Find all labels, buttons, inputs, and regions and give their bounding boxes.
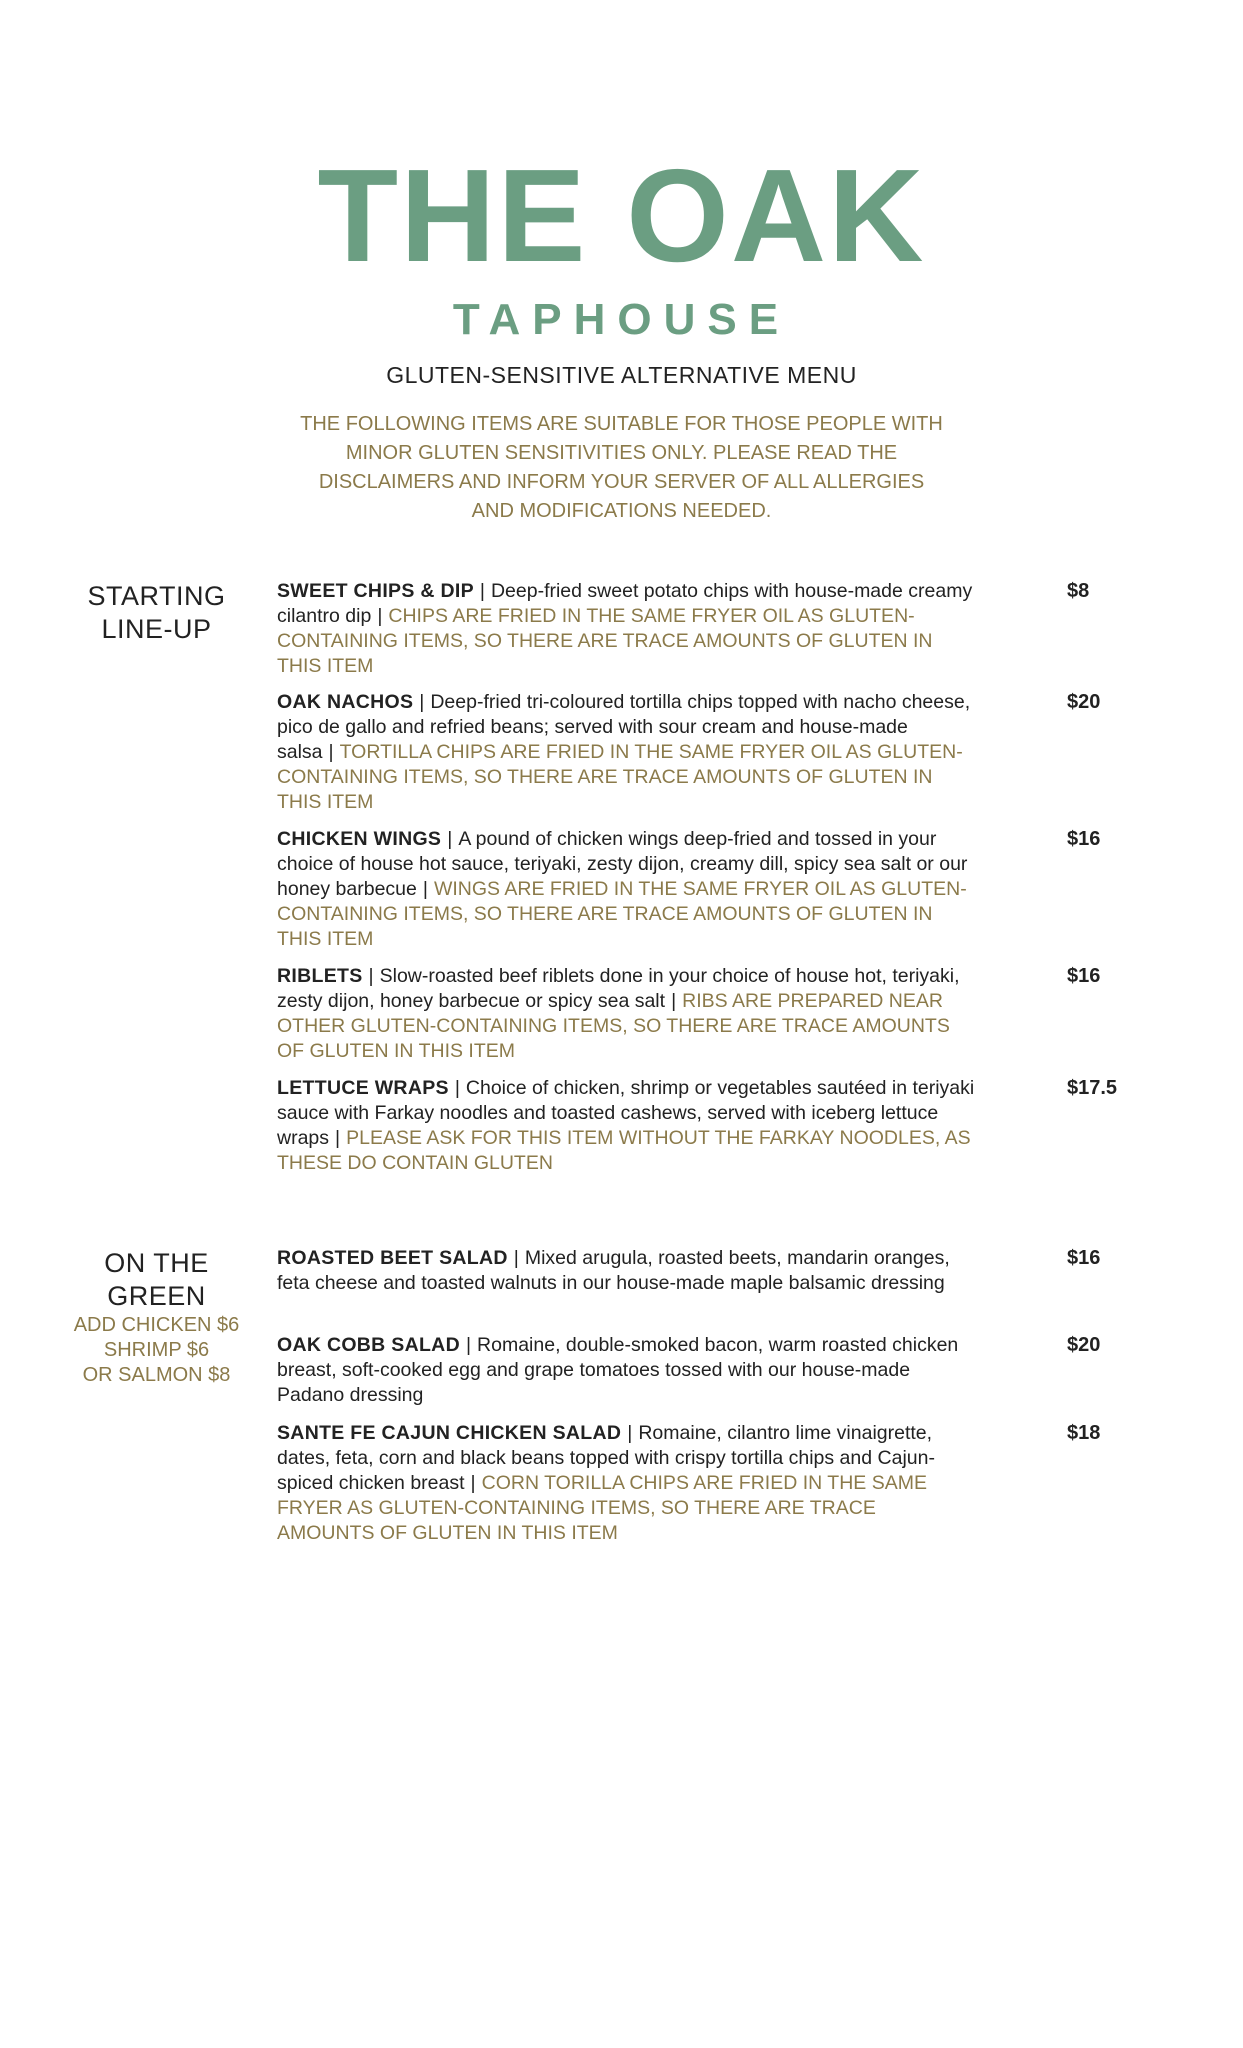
section-label-starting-line-up — [60, 580, 253, 646]
menu-item-gluten-note: WINGS ARE FRIED IN THE SAME FRYER OIL AS GLUTEN-CONTAINING ITEMS, SO THERE ARE TRACE AMOUNTS OF GLUTEN IN THIS ITEM — [277, 878, 967, 950]
menu-item-price: $17.5 — [1067, 1077, 1118, 1099]
menu-item: SANTE FE CAJUN CHICKEN SALAD | Romaine, cilantro lime vinaigrette, dates, feta, corn and black beans topped with crispy tortilla chips and Cajun-spiced chicken breast | CORN TORILLA CHIPS ARE FRIED IN THE SAME FRYER AS GLUTEN-CONTAINING ITEMS, SO THERE ARE TRACE AMOUNTS OF GLUTEN IN THIS ITEM — [277, 1422, 935, 1544]
menu-item-description: A pound of chicken wings deep-fried and tossed in your choice of house hot sauce, teriyaki, zesty dijon, creamy dill, spicy sea salt or our honey barbecue — [277, 828, 968, 900]
menu-item-gluten-note: PLEASE ASK FOR THIS ITEM WITHOUT THE FARKAY NOODLES, AS THESE DO CONTAIN GLUTEN — [277, 1127, 971, 1174]
menu-item-price: $8 — [1067, 580, 1090, 602]
menu-item-price: $20 — [1067, 1334, 1101, 1356]
menu-item: OAK COBB SALAD | Romaine, double-smoked bacon, warm roasted chicken breast, soft-cooked egg and grape tomatoes tossed with our house-made Padano dressing — [277, 1334, 959, 1406]
menu-item: CHICKEN WINGS | A pound of chicken wings deep-fried and tossed in your choice of house hot sauce, teriyaki, zesty dijon, creamy dill, spicy sea salt or our honey barbecue | WINGS ARE FRIED IN THE SAME FRYER OIL AS GLUTEN-CONTAINING ITEMS, SO THERE ARE TRACE AMOUNTS OF GLUTEN IN THIS ITEM — [277, 828, 968, 950]
menu-item-description: Deep-fried sweet potato chips with house-made creamy cilantro dip — [277, 580, 973, 627]
section-label-line: STARTING — [87, 581, 226, 611]
menu-item-name: OAK COBB SALAD — [277, 1334, 460, 1356]
menu-item-name: CHICKEN WINGS — [277, 828, 442, 850]
menu-item-price: $18 — [1067, 1422, 1101, 1444]
menu-item-gluten-note: CORN TORILLA CHIPS ARE FRIED IN THE SAME FRYER AS GLUTEN-CONTAINING ITEMS, SO THERE ARE TRACE AMOUNTS OF GLUTEN IN THIS ITEM — [277, 1472, 927, 1544]
menu-item-name: RIBLETS — [277, 965, 363, 987]
menu-item-gluten-note: RIBS ARE PREPARED NEAR OTHER GLUTEN-CONTAINING ITEMS, SO THERE ARE TRACE AMOUNTS OF GLUTEN IN THIS ITEM — [277, 990, 950, 1062]
add-protein-note: OR SALMON $8 — [82, 1364, 231, 1386]
menu-item: LETTUCE WRAPS | Choice of chicken, shrimp or vegetables sautéed in teriyaki sauce with Farkay noodles and toasted cashews, served with iceberg lettuce wraps | PLEASE ASK FOR THIS ITEM WITHOUT THE FARKAY NOODLES, AS THESE DO CONTAIN GLUTEN — [277, 1077, 975, 1174]
restaurant-logo-subtitle: TAPHOUSE — [452, 295, 791, 344]
menu-item: RIBLETS | Slow-roasted beef riblets done in your choice of house hot, teriyaki, zesty dijon, honey barbecue or spicy sea salt | RIBS ARE PREPARED NEAR OTHER GLUTEN-CONTAINING ITEMS, SO THERE ARE TRACE AMOUNTS OF GLUTEN IN THIS ITEM — [277, 965, 960, 1062]
menu-item-name: SANTE FE CAJUN CHICKEN SALAD — [277, 1422, 622, 1444]
disclaimer-text: THE FOLLOWING ITEMS ARE SUITABLE FOR THOSE PEOPLE WITH MINOR GLUTEN SENSITIVITIES ONLY. PLEASE READ THE DISCLAIMERS AND INFORM YOUR SERVER OF ALL ALLERGIES AND MODIFICATIONS NEEDED. — [300, 413, 943, 522]
menu-item-price: $16 — [1067, 1247, 1101, 1269]
menu-item-price: $16 — [1067, 828, 1101, 850]
menu-item-description: Mixed arugula, roasted beets, mandarin oranges, feta cheese and toasted walnuts in our house-made maple balsamic dressing — [277, 1247, 950, 1294]
menu-item: OAK NACHOS | Deep-fried tri-coloured tortilla chips topped with nacho cheese, pico de gallo and refried beans; served with sour cream and house-made salsa | TORTILLA CHIPS ARE FRIED IN THE SAME FRYER OIL AS GLUTEN-CONTAINING ITEMS, SO THERE ARE TRACE AMOUNTS OF GLUTEN IN THIS ITEM — [277, 691, 971, 813]
section-label-line: LINE-UP — [101, 614, 212, 644]
menu-item-description: Slow-roasted beef riblets done in your choice of house hot, teriyaki, zesty dijon, honey barbecue or spicy sea salt — [277, 965, 960, 1012]
menu-item: ROASTED BEET SALAD | Mixed arugula, roasted beets, mandarin oranges, feta cheese and toasted walnuts in our house-made maple balsamic dressing — [277, 1247, 950, 1294]
menu-item-description: Deep-fried tri-coloured tortilla chips topped with nacho cheese, pico de gallo and refried beans; served with sour cream and house-made salsa — [277, 691, 971, 763]
section-label-line: ON THE — [104, 1248, 209, 1278]
menu-item-description: Choice of chicken, shrimp or vegetables sautéed in teriyaki sauce with Farkay noodles and toasted cashews, served with iceberg lettuce wraps — [277, 1077, 975, 1149]
add-protein-note: SHRIMP $6 — [103, 1339, 210, 1361]
menu-item-gluten-note: CHIPS ARE FRIED IN THE SAME FRYER OIL AS GLUTEN-CONTAINING ITEMS, SO THERE ARE TRACE AMOUNTS OF GLUTEN IN THIS ITEM — [277, 605, 933, 677]
menu-item-name: ROASTED BEET SALAD — [277, 1247, 508, 1269]
menu-item-name: SWEET CHIPS & DIP — [277, 580, 474, 602]
menu-item-description: Romaine, cilantro lime vinaigrette, dates, feta, corn and black beans topped with crispy tortilla chips and Cajun-spiced chicken breast — [277, 1422, 935, 1494]
menu-item: SWEET CHIPS & DIP | Deep-fried sweet potato chips with house-made creamy cilantro dip | CHIPS ARE FRIED IN THE SAME FRYER OIL AS GLUTEN-CONTAINING ITEMS, SO THERE ARE TRACE AMOUNTS OF GLUTEN IN THIS ITEM — [277, 580, 973, 677]
section-label-on-the-green — [60, 1247, 253, 1388]
menu-item-price: $16 — [1067, 965, 1101, 987]
menu-item-name: OAK NACHOS — [277, 691, 414, 713]
menu-item-name: LETTUCE WRAPS — [277, 1077, 449, 1099]
menu-item-gluten-note: TORTILLA CHIPS ARE FRIED IN THE SAME FRYER OIL AS GLUTEN-CONTAINING ITEMS, SO THERE ARE TRACE AMOUNTS OF GLUTEN IN THIS ITEM — [277, 741, 963, 813]
restaurant-logo: THE OAK — [317, 142, 926, 289]
menu-item-price: $20 — [1067, 691, 1101, 713]
menu-item-description: Romaine, double-smoked bacon, warm roasted chicken breast, soft-cooked egg and grape tomatoes tossed with our house-made Padano dressing — [277, 1334, 959, 1406]
section-label-line: GREEN — [107, 1281, 206, 1311]
add-protein-note: ADD CHICKEN $6 — [73, 1314, 240, 1336]
menu-title: GLUTEN-SENSITIVE ALTERNATIVE MENU — [386, 362, 857, 388]
